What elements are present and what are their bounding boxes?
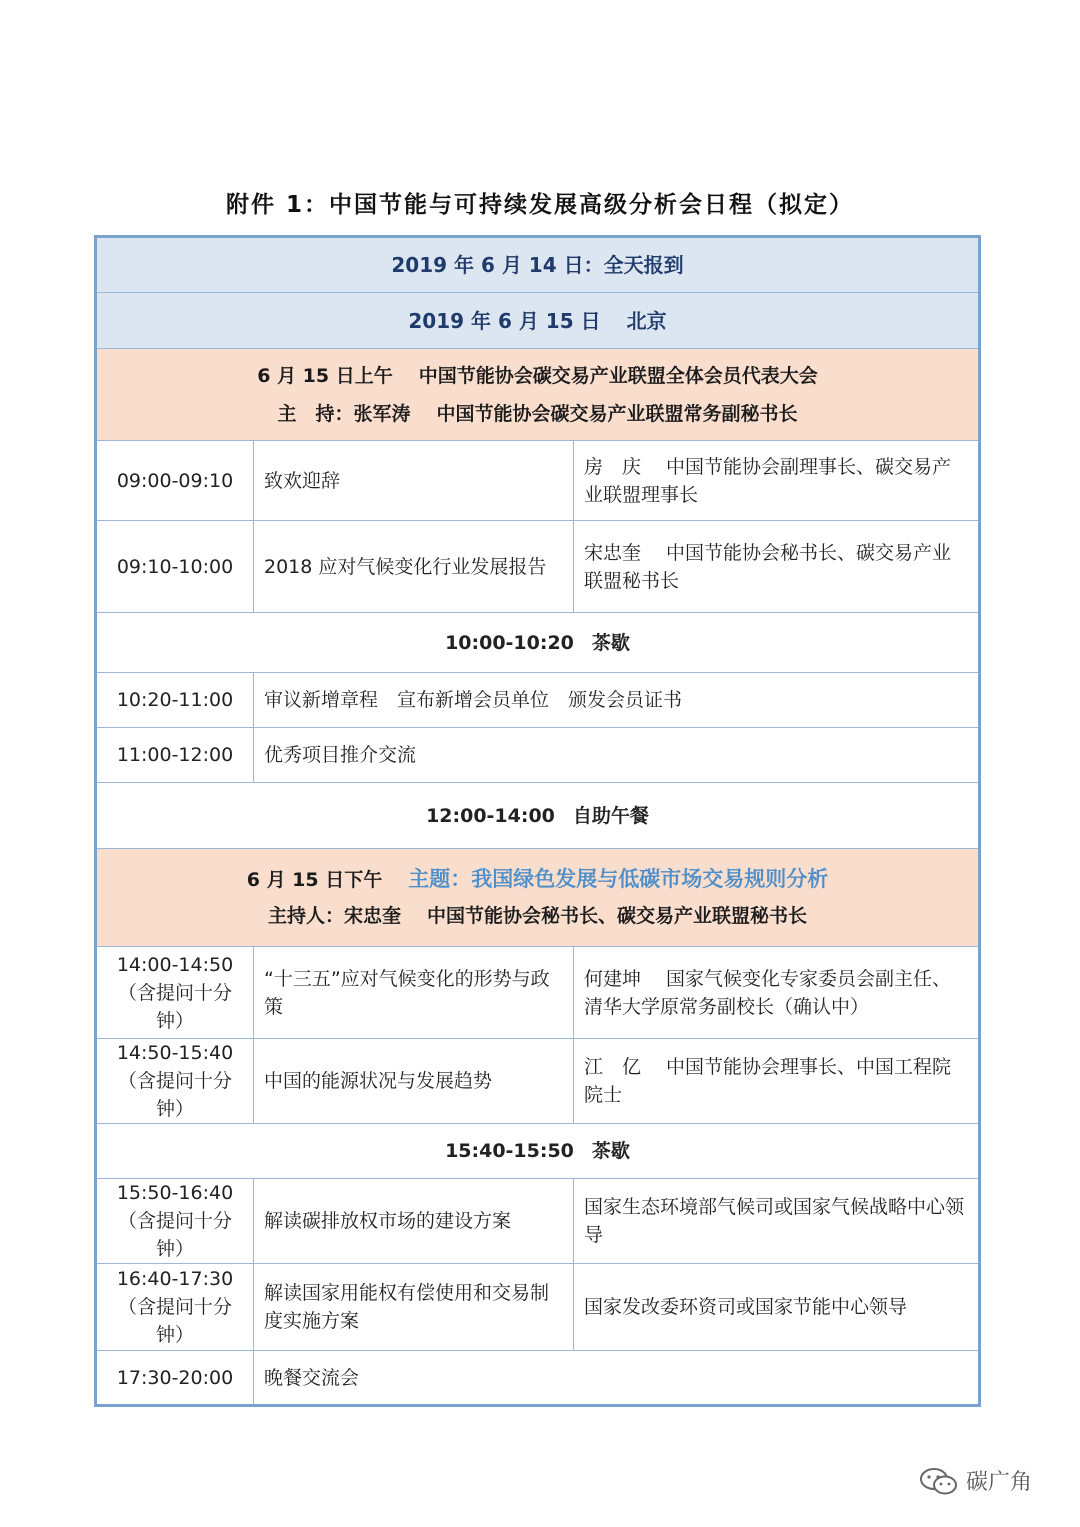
speaker-name: 何建坤 xyxy=(584,967,642,990)
time-note: （含提问十分钟） xyxy=(117,1070,232,1120)
break-row xyxy=(96,613,980,673)
speaker-cell xyxy=(574,521,980,613)
time-range: 14:50-15:40 xyxy=(116,1042,234,1064)
time-cell xyxy=(96,1264,254,1351)
speaker-role: 中国节能协会副理事长、碳交易产业联盟理事长 xyxy=(584,455,952,506)
topic-cell: 中国的能源状况与发展趋势 xyxy=(254,1039,574,1124)
speaker-cell: 国家生态环境部气候司或国家气候战略中心领导 xyxy=(574,1179,980,1264)
table-row xyxy=(96,521,980,613)
topic-cell: 优秀项目推介交流 xyxy=(254,728,980,783)
speaker-role: 中国节能协会理事长、中国工程院院士 xyxy=(584,1056,952,1106)
topic-cell: 解读国家用能权有偿使用和交易制度实施方案 xyxy=(254,1264,574,1351)
table-row xyxy=(96,947,980,1039)
speaker-role: 国家气候变化专家委员会副主任、清华大学原常务副校长（确认中） xyxy=(584,967,952,1018)
lunch-row xyxy=(96,783,980,849)
day2-date: 2019 年 6 月 15 日 xyxy=(408,308,601,333)
topic-cell: 致欢迎辞 xyxy=(254,441,574,521)
topic-cell: “十三五”应对气候变化的形势与政策 xyxy=(254,947,574,1039)
speaker-role: 中国节能协会秘书长、碳交易产业联盟秘书长 xyxy=(584,541,952,592)
table-row xyxy=(96,1039,980,1124)
afternoon-host: 主持人：宋忠奎 xyxy=(267,905,401,927)
lunch-time: 12:00-14:00 xyxy=(426,804,555,827)
speaker-name: 房 庆 xyxy=(584,455,642,478)
morning-label: 6 月 15 日上午 xyxy=(257,364,393,387)
morning-host-role: 中国节能协会碳交易产业联盟常务副秘书长 xyxy=(436,402,798,425)
morning-host: 主 持：张军涛 xyxy=(277,402,411,425)
day2-city: 北京 xyxy=(626,308,667,333)
time-note: （含提问十分钟） xyxy=(117,1296,232,1346)
lunch-label: 自助午餐 xyxy=(572,804,649,827)
table-row xyxy=(96,673,980,728)
topic-cell: 审议新增章程 宣布新增会员单位 颁发会员证书 xyxy=(254,673,980,728)
table-row xyxy=(96,1264,980,1351)
watermark xyxy=(918,1465,1032,1496)
date-row-day1 xyxy=(96,237,980,293)
table-row xyxy=(96,1351,980,1406)
afternoon-label: 6 月 15 日下午 xyxy=(246,869,383,891)
break-time: 10:00-10:20 xyxy=(445,631,574,654)
document-title: 附件 1：中国节能与可持续发展高级分析会日程（拟定） xyxy=(225,192,854,218)
afternoon-theme: 主题：我国绿色发展与低碳市场交易规则分析 xyxy=(408,867,829,891)
time-cell: 17:30-20:00 xyxy=(96,1351,254,1406)
break-label: 茶歇 xyxy=(591,631,630,654)
topic-cell: 晚餐交流会 xyxy=(254,1351,980,1406)
time-note: （含提问十分钟） xyxy=(117,981,232,1032)
time-range: 15:50-16:40 xyxy=(116,1182,234,1204)
speaker-cell: 国家发改委环资司或国家节能中心领导 xyxy=(574,1264,980,1351)
time-cell: 09:00-09:10 xyxy=(96,441,254,521)
table-row xyxy=(96,1179,980,1264)
time-cell: 11:00-12:00 xyxy=(96,728,254,783)
topic-cell: 解读碳排放权市场的建设方案 xyxy=(254,1179,574,1264)
morning-title: 中国节能协会碳交易产业联盟全体会员代表大会 xyxy=(418,364,818,387)
time-cell xyxy=(96,1179,254,1264)
schedule-table xyxy=(94,235,981,1407)
time-range: 16:40-17:30 xyxy=(116,1268,234,1290)
break-label: 茶歇 xyxy=(591,1140,630,1162)
speaker-name: 江 亿 xyxy=(584,1056,642,1078)
break-row xyxy=(96,1124,980,1179)
time-note: （含提问十分钟） xyxy=(117,1210,232,1260)
day1-label: 2019 年 6 月 14 日：全天报到 xyxy=(96,237,980,293)
table-row xyxy=(96,441,980,521)
time-range: 14:00-14:50 xyxy=(116,953,234,976)
afternoon-host-role: 中国节能协会秘书长、碳交易产业联盟秘书长 xyxy=(427,905,808,927)
break-time: 15:40-15:50 xyxy=(445,1140,574,1162)
date-row-day2 xyxy=(96,293,980,349)
morning-session-header xyxy=(96,349,980,441)
time-cell xyxy=(96,1039,254,1124)
afternoon-session-header xyxy=(96,849,980,947)
speaker-cell xyxy=(574,1039,980,1124)
topic-cell: 2018 应对气候变化行业发展报告 xyxy=(254,521,574,613)
time-cell: 10:20-11:00 xyxy=(96,673,254,728)
watermark-text: 碳广角 xyxy=(966,1470,1033,1495)
time-cell: 09:10-10:00 xyxy=(96,521,254,613)
table-row xyxy=(96,728,980,783)
speaker-cell xyxy=(574,441,980,521)
wechat-icon xyxy=(918,1466,960,1496)
speaker-name: 宋忠奎 xyxy=(584,541,642,564)
speaker-cell xyxy=(574,947,980,1039)
time-cell xyxy=(96,947,254,1039)
